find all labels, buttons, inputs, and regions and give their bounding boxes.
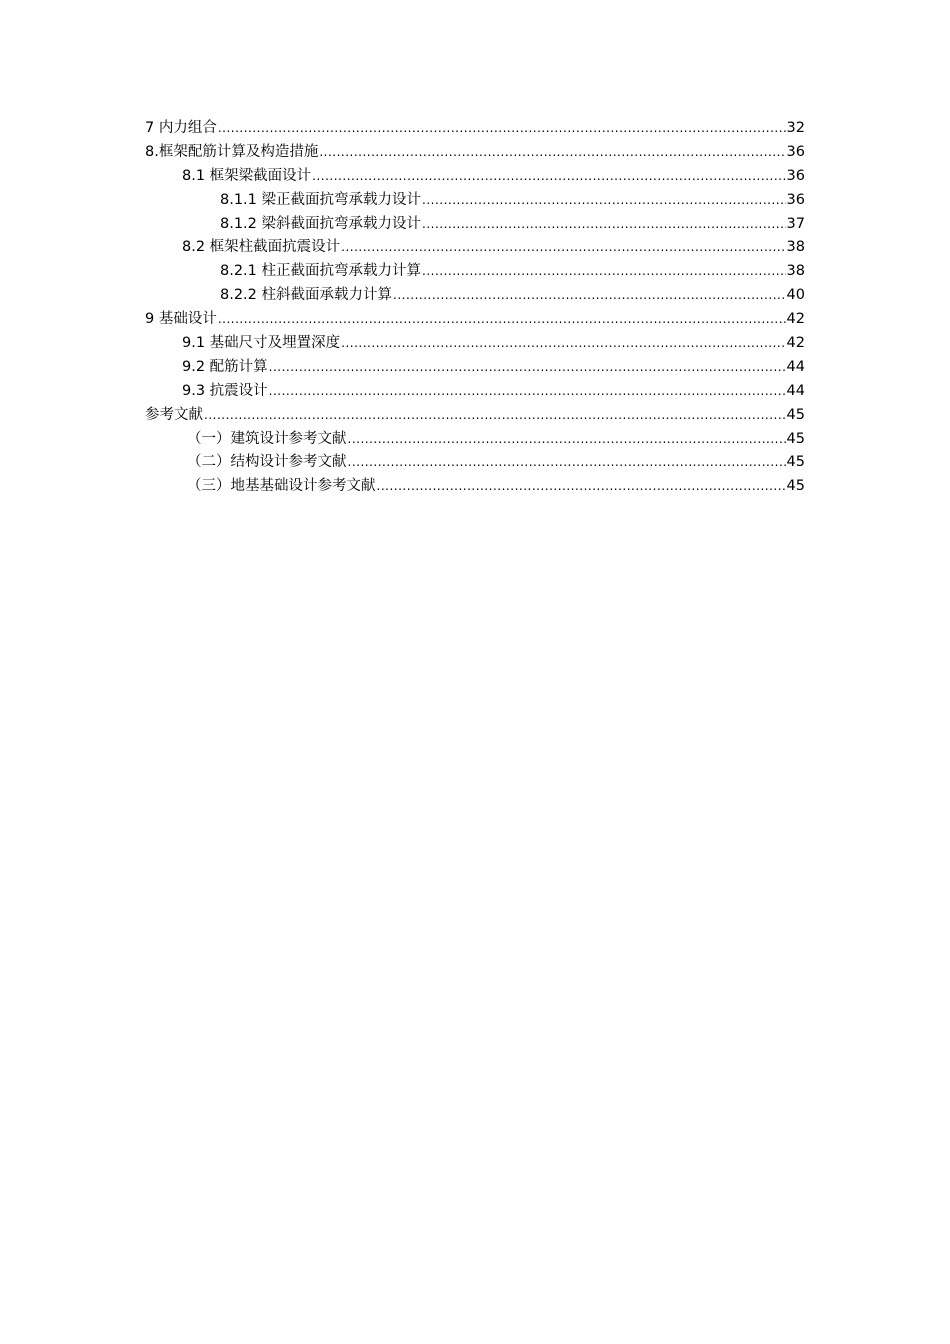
toc-entry-page: 42 bbox=[786, 311, 805, 328]
toc-entry-page: 36 bbox=[786, 143, 805, 160]
toc-entry-title: 参考文献 bbox=[145, 406, 203, 423]
toc-entry-page: 45 bbox=[786, 454, 805, 471]
toc-entry-title: 8.2.1 柱正截面抗弯承载力计算 bbox=[220, 263, 422, 280]
toc-entry-page: 40 bbox=[786, 287, 805, 304]
toc-entry-title: 9 基础设计 bbox=[145, 311, 217, 328]
toc-entry-title: （一）建筑设计参考文献 bbox=[187, 430, 347, 447]
toc-entry-9-3[interactable] bbox=[145, 380, 805, 404]
toc-entry-title: 8.2.2 柱斜截面承载力计算 bbox=[220, 287, 393, 304]
toc-leader-dots bbox=[269, 380, 786, 404]
toc-leader-dots bbox=[204, 404, 786, 428]
toc-leader-dots bbox=[269, 356, 786, 380]
toc-entry-9-1[interactable] bbox=[145, 332, 805, 356]
toc-entry-title: 9.3 抗震设计 bbox=[182, 382, 268, 399]
toc-entry-title: 9.1 基础尺寸及埋置深度 bbox=[182, 335, 341, 352]
table-of-contents bbox=[145, 117, 805, 499]
toc-leader-dots bbox=[341, 236, 785, 260]
toc-entry-page: 32 bbox=[786, 120, 805, 136]
toc-entry-page: 45 bbox=[786, 406, 805, 423]
toc-entry-title: 9.2 配筋计算 bbox=[182, 358, 268, 375]
toc-leader-dots bbox=[319, 141, 785, 165]
toc-entry-page: 42 bbox=[786, 335, 805, 352]
toc-entry-page: 36 bbox=[786, 167, 805, 184]
toc-entry-7[interactable] bbox=[145, 117, 805, 141]
toc-entry-title: 8.2 框架柱截面抗震设计 bbox=[182, 239, 341, 256]
toc-entry-page: 44 bbox=[786, 382, 805, 399]
toc-entry-page: 38 bbox=[786, 239, 805, 256]
toc-entry-page: 38 bbox=[786, 263, 805, 280]
toc-leader-dots bbox=[312, 165, 785, 189]
toc-leader-dots bbox=[393, 284, 786, 308]
toc-entry-page: 37 bbox=[786, 215, 805, 232]
toc-leader-dots bbox=[218, 117, 786, 141]
toc-leader-dots bbox=[348, 451, 786, 475]
toc-entry-title: （三）地基基础设计参考文献 bbox=[187, 478, 376, 495]
toc-entry-9[interactable] bbox=[145, 308, 805, 332]
toc-entry-references[interactable] bbox=[145, 404, 805, 428]
toc-entry-8-1-1[interactable] bbox=[145, 189, 805, 213]
toc-entry-title: 8.1 框架梁截面设计 bbox=[182, 167, 312, 184]
toc-entry-8-2[interactable] bbox=[145, 236, 805, 260]
toc-entry-references-structure[interactable] bbox=[145, 451, 805, 475]
toc-entry-title: （二）结构设计参考文献 bbox=[187, 454, 347, 471]
toc-leader-dots bbox=[348, 428, 786, 452]
toc-entry-8-1[interactable] bbox=[145, 165, 805, 189]
toc-leader-dots bbox=[377, 475, 786, 499]
toc-leader-dots bbox=[422, 213, 786, 237]
toc-leader-dots bbox=[422, 260, 786, 284]
toc-entry-references-foundation[interactable] bbox=[145, 475, 805, 499]
toc-entry-page: 45 bbox=[786, 478, 805, 495]
toc-entry-title: 8.1.1 梁正截面抗弯承载力设计 bbox=[220, 191, 422, 208]
toc-entry-page: 44 bbox=[786, 358, 805, 375]
toc-entry-8[interactable] bbox=[145, 141, 805, 165]
toc-entry-8-2-1[interactable] bbox=[145, 260, 805, 284]
toc-entry-title: 8.1.2 梁斜截面抗弯承载力设计 bbox=[220, 215, 422, 232]
toc-entry-8-2-2[interactable] bbox=[145, 284, 805, 308]
toc-leader-dots bbox=[422, 189, 786, 213]
toc-entry-page: 36 bbox=[786, 191, 805, 208]
toc-entry-title: 8.框架配筋计算及构造措施 bbox=[145, 143, 319, 160]
toc-entry-references-architecture[interactable] bbox=[145, 428, 805, 452]
toc-entry-9-2[interactable] bbox=[145, 356, 805, 380]
toc-entry-8-1-2[interactable] bbox=[145, 213, 805, 237]
toc-leader-dots bbox=[341, 332, 785, 356]
toc-leader-dots bbox=[218, 308, 786, 332]
toc-entry-page: 45 bbox=[786, 430, 805, 447]
toc-entry-title: 7 内力组合 bbox=[145, 120, 217, 136]
